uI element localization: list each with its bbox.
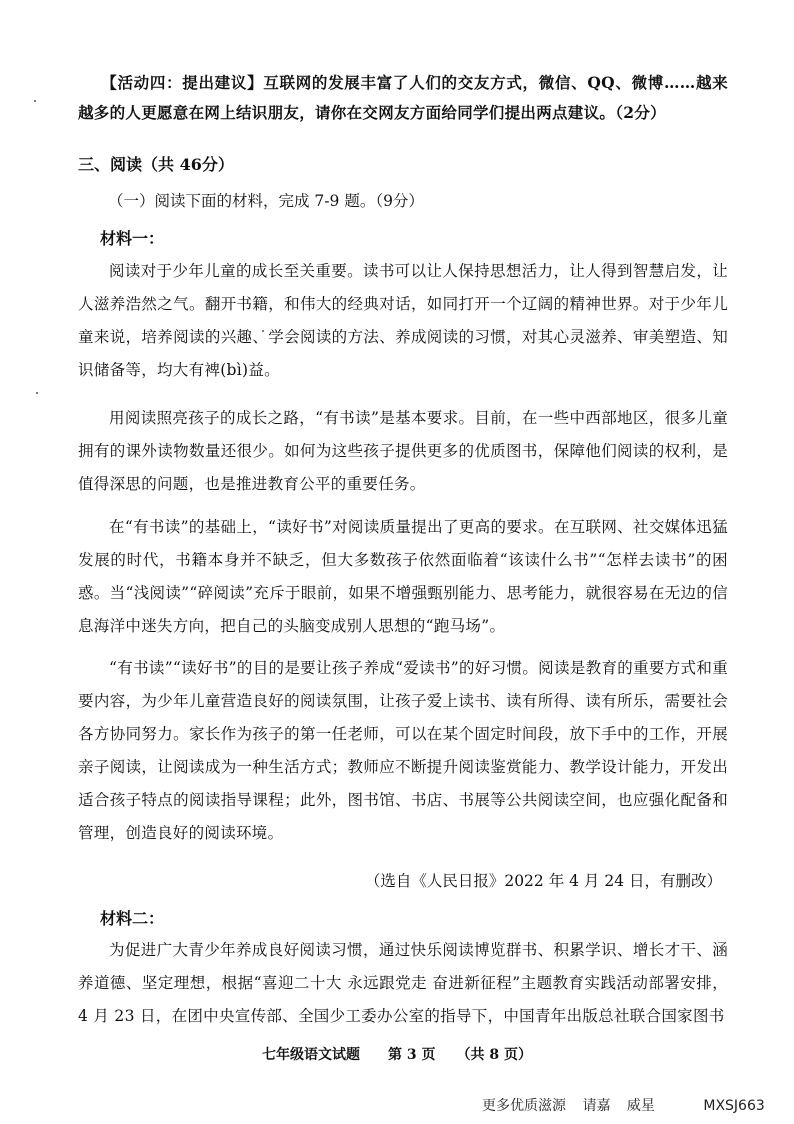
material-one-paragraph: 在“有书读”的基础上，“读好书”对阅读质量提出了更高的要求。在互联网、社交媒体迅猛发展的时代，书籍本身并不缺乏，但大多数孩子依然面临着“该读什么书”“怎样去读书”的困惑。当“浅阅读”“碎阅读”充斥于眼前，如果不增强甄别能力、思考能力，就很容易在无边的信息海洋中迷失方向，把自己的头脑变成别人思想的“跑马场”。 (78, 518, 728, 635)
material-one-source: （选自《人民日报》2022 年 4 月 24 日，有删改） (364, 872, 722, 890)
scan-speck (36, 392, 38, 394)
watermark-text: 请嘉 (582, 1098, 611, 1114)
material-one-paragraph: 阅读对于少年儿童的成长至关重要。读书可以让人保持思想活力，让人得到智慧启发，让人滋养浩然之气。翻开书籍，和伟大的经典对话，如同打开一个辽阔的精神世界。对于少年儿童来说，培养阅读的兴趣、学会阅读的方法、养成阅读的习惯，对其心灵滋养、审美塑造、知识储备等，均大有裨(bì)益。 (78, 262, 728, 379)
watermark-text: 更多优质滋源 (482, 1098, 566, 1114)
scan-speck (34, 100, 36, 102)
section-subheading: （一）阅读下面的材料，完成 7-9 题。（9分） (108, 192, 424, 210)
watermark-code: MXSJ663 (703, 1098, 765, 1114)
page-footer: 七年级语文试题 第 3 页 （共 8 页） (262, 1047, 532, 1063)
material-two-label: 材料二： (100, 909, 165, 928)
material-one-label: 材料一： (100, 229, 165, 248)
watermark (482, 1095, 765, 1115)
watermark-text: 威星 (626, 1098, 655, 1114)
material-one-paragraph: 用阅读照亮孩子的成长之路，“有书读”是基本要求。目前，在一些中西部地区，很多儿童拥有的课外读物数量还很少。如何为这些孩子提供更多的优质图书，保障他们阅读的权利，是值得深思的问题，也是推进教育公平的重要任务。 (78, 409, 728, 493)
material-one-paragraph: “有书读”“读好书”的目的是要让孩子养成“爱读书”的好习惯。阅读是教育的重要方式和重要内容，为少年儿童营造良好的阅读氛围，让孩子爱上读书、读有所得、读有所乐，需要社会各方协同努力。家长作为孩子的第一任老师，可以在某个固定时间段，放下手中的工作，开展亲子阅读，让阅读成为一种生活方式；教师应不断提升阅读鉴赏能力、教学设计能力，开发出适合孩子特点的阅读指导课程；此外，图书馆、书店、书展等公共阅读空间，也应强化配备和管理，创造良好的阅读环境。 (78, 659, 728, 842)
activity-four-prompt: 【活动四：提出建议】互联网的发展丰富了人们的交友方式，微信、QQ、微博……越来越多的人更愿意在网上结识朋友，请你在交网友方面给同学们提出两点建议。（2分） (78, 73, 728, 122)
material-two-paragraph: 为促进广大青少年养成良好阅读习惯，通过快乐阅读博览群书、积累学识、增长才干、涵养道德、坚定理想，根据“喜迎二十大 永远跟党走 奋进新征程”主题教育实践活动部署安排，4 月 23 日，在团中央宣传部、全国少工委办公室的指导下，中国青年出版总社联合国家图书 (78, 941, 728, 1025)
section-heading: 三、阅读（共 46分） (78, 155, 234, 174)
